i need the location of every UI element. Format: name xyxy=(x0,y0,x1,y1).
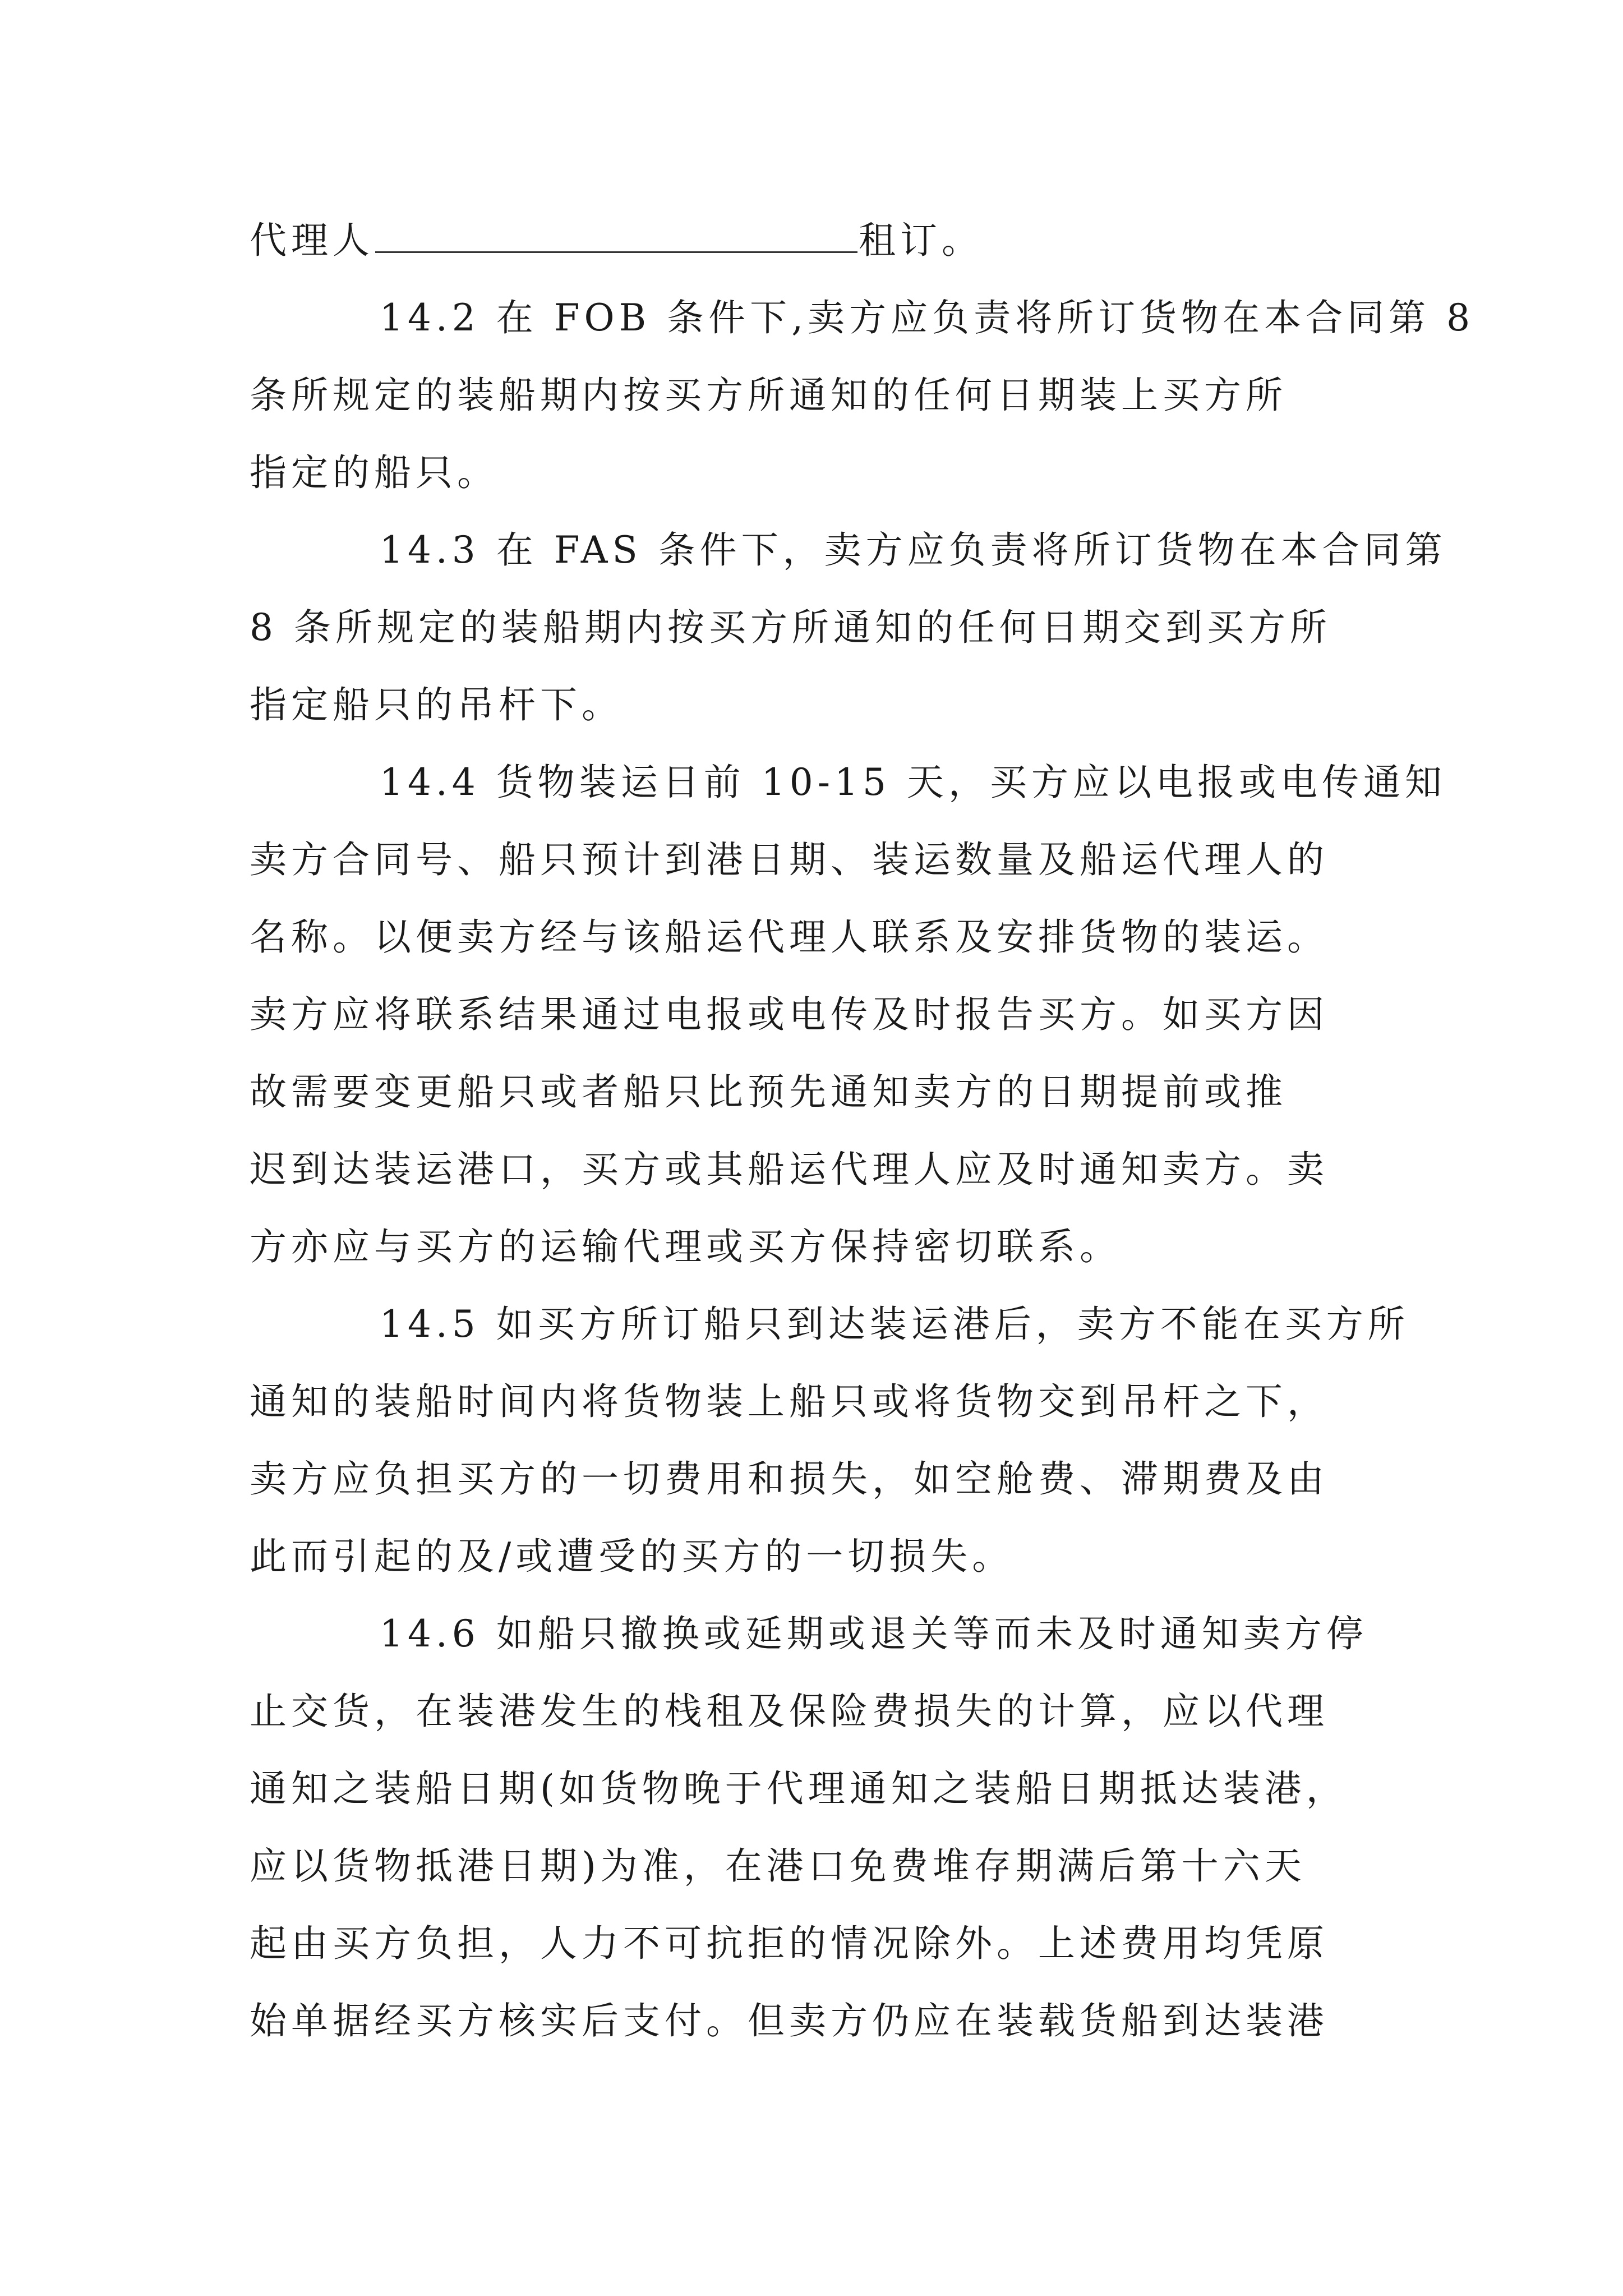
text-line xyxy=(250,357,1382,434)
text-line xyxy=(250,434,1382,512)
text-line xyxy=(250,666,1382,744)
text-line xyxy=(250,1131,1382,1208)
text-line xyxy=(250,744,1446,821)
line-text: 迟到达装运港口，买方或其船运代理人应及时通知卖方。卖 xyxy=(250,1148,1329,1191)
line-text: 故需要变更船只或者船只比预先通知卖方的日期提前或推 xyxy=(250,1070,1287,1114)
line-text: 代理人 xyxy=(250,219,374,262)
fill-in-blank xyxy=(375,222,857,253)
text-line xyxy=(250,512,1447,589)
line-text: 条所规定的装船期内按买方所通知的任何日期装上买方所 xyxy=(250,374,1287,417)
text-line xyxy=(250,1286,1409,1363)
line-text: 通知的装船时间内将货物装上船只或将货物交到吊杆之下， xyxy=(250,1380,1329,1423)
text-line xyxy=(250,1518,1382,1595)
line-text: 指定的船只。 xyxy=(250,451,499,494)
text-line xyxy=(250,202,1382,279)
line-text: 此而引起的及/或遭受的买方的一切损失。 xyxy=(250,1535,1014,1578)
text-line xyxy=(250,1208,1382,1286)
line-text: 14.3 在 FAS 条件下，卖方应负责将所订货物在本合同第 xyxy=(250,528,1447,572)
line-text: 方亦应与买方的运输代理或买方保持密切联系。 xyxy=(250,1225,1121,1268)
text-line xyxy=(250,899,1382,976)
line-text-after: 租订。 xyxy=(859,219,983,262)
line-text: 14.6 如船只撤换或延期或退关等而未及时通知卖方停 xyxy=(250,1612,1368,1655)
text-line xyxy=(250,1982,1382,2060)
line-text: 始单据经买方核实后支付。但卖方仍应在装载货船到达装港 xyxy=(250,1999,1329,2042)
text-line xyxy=(250,821,1382,899)
text-line xyxy=(250,1673,1382,1750)
text-line xyxy=(250,1750,1382,1828)
text-line xyxy=(250,1363,1382,1441)
line-text: 14.4 货物装运日前 10-15 天，买方应以电报或电传通知 xyxy=(250,761,1446,804)
line-text: 14.2 在 FOB 条件下,卖方应负责将所订货物在本合同第 8 xyxy=(250,296,1475,339)
text-line xyxy=(250,589,1382,666)
line-text: 止交货，在装港发生的栈租及保险费损失的计算，应以代理 xyxy=(250,1690,1329,1733)
line-text: 卖方应将联系结果通过电报或电传及时报告买方。如买方因 xyxy=(250,993,1329,1036)
text-line xyxy=(250,1905,1382,1982)
text-line xyxy=(250,976,1382,1053)
line-text: 卖方合同号、船只预计到港日期、装运数量及船运代理人的 xyxy=(250,838,1329,881)
line-text: 通知之装船日期(如货物晚于代理通知之装船日期抵达装港， xyxy=(250,1767,1348,1810)
text-line xyxy=(250,1828,1382,1905)
line-text: 卖方应负担买方的一切费用和损失，如空舱费、滞期费及由 xyxy=(250,1457,1329,1501)
line-text: 起由买方负担，人力不可抗拒的情况除外。上述费用均凭原 xyxy=(250,1922,1329,1965)
text-line xyxy=(250,279,1475,357)
text-line xyxy=(250,1053,1382,1131)
line-text: 名称。以便卖方经与该船运代理人联系及安排货物的装运。 xyxy=(250,915,1329,959)
line-text: 14.5 如买方所订船只到达装运港后，卖方不能在买方所 xyxy=(250,1303,1409,1346)
line-text: 应以货物抵港日期)为准，在港口免费堆存期满后第十六天 xyxy=(250,1844,1306,1888)
text-line xyxy=(250,1441,1382,1518)
text-line xyxy=(250,1595,1382,1673)
line-text: 8 条所规定的装船期内按买方所通知的任何日期交到买方所 xyxy=(250,606,1331,649)
document-body xyxy=(250,202,1475,2060)
line-text: 指定船只的吊杆下。 xyxy=(250,683,623,726)
